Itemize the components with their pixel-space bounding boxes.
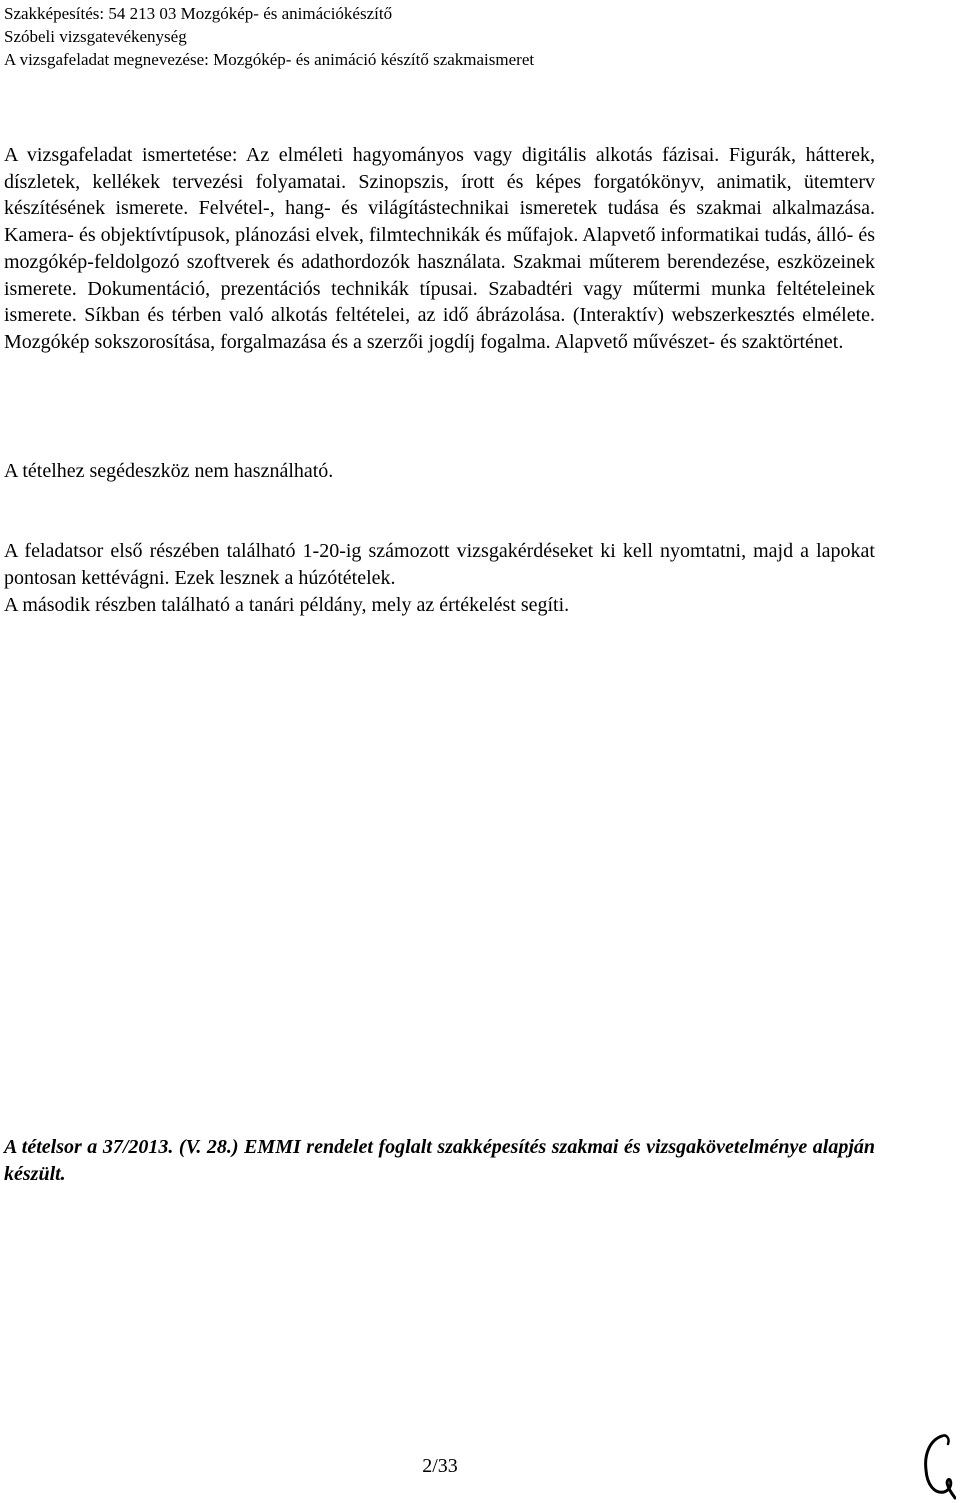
exam-description-text: A vizsgafeladat ismertetése: Az elméleti hagyományos vagy digitális alkotás fázisai. Figurák, hátterek, díszletek, kellékek tervezési folyamatai. Szinopszis, írott és képes forgatókönyv, animatik, ütemterv készítésének ismerete. Felvétel-, hang- és világítástechnikai ismeretek tudása és szakmai alkalmazása. Kamera- és objektívtípusok, plánozási elvek, filmtechnikák és műfajok. Alapvető informatikai tudás, álló- és mozgókép-feldolgozó szoftverek és adathordozók használata. Szakmai műterem berendezése, eszközeinek ismerete. Dokumentáció, prezentációs technikák típusai. Szabadtéri vagy műtermi munka feltételeinek ismerete. Síkban és térben való alkotás feltételei, az idő ábrázolása. (Interaktív) webszerkesztés elmélete. Mozgókép sokszorosítása, forgalmazása és a szerzői jogdíj fogalma. Alapvető művészet- és szaktörténet. bbox=[4, 144, 875, 353]
qualification-line: Szakképesítés: 54 213 03 Mozgókép- és animációkészítő bbox=[4, 4, 393, 23]
exam-description-paragraph bbox=[4, 142, 875, 356]
instructions-text: A feladatsor első részében található 1-20-ig számozott vizsgakérdéseket ki kell nyomtatni, majd a lapokat pontosan kettévágni. Ezek lesznek a húzótételek. bbox=[4, 540, 875, 589]
tools-note-text: A tételhez segédeszköz nem használható. bbox=[4, 460, 334, 482]
activity-line: Szóbeli vizsgatevékenység bbox=[4, 27, 187, 46]
task-name-line: A vizsgafeladat megnevezése: Mozgókép- és animáció készítő szakmaismeret bbox=[4, 50, 535, 69]
handwritten-signature bbox=[920, 1432, 956, 1500]
legal-basis-text: A tételsor a 37/2013. (V. 28.) EMMI rendelet foglalt szakképesítés szakmai és vizsgakövetelménye alapján készült. bbox=[4, 1136, 875, 1185]
second-part-paragraph bbox=[4, 592, 875, 619]
document-header bbox=[4, 2, 944, 71]
tools-note-paragraph bbox=[4, 458, 875, 485]
legal-basis-paragraph bbox=[4, 1134, 875, 1187]
instructions-paragraph bbox=[4, 538, 875, 591]
second-part-text: A második részben található a tanári példány, mely az értékelést segíti. bbox=[4, 594, 570, 616]
page-number: 2/33 bbox=[422, 1455, 458, 1477]
